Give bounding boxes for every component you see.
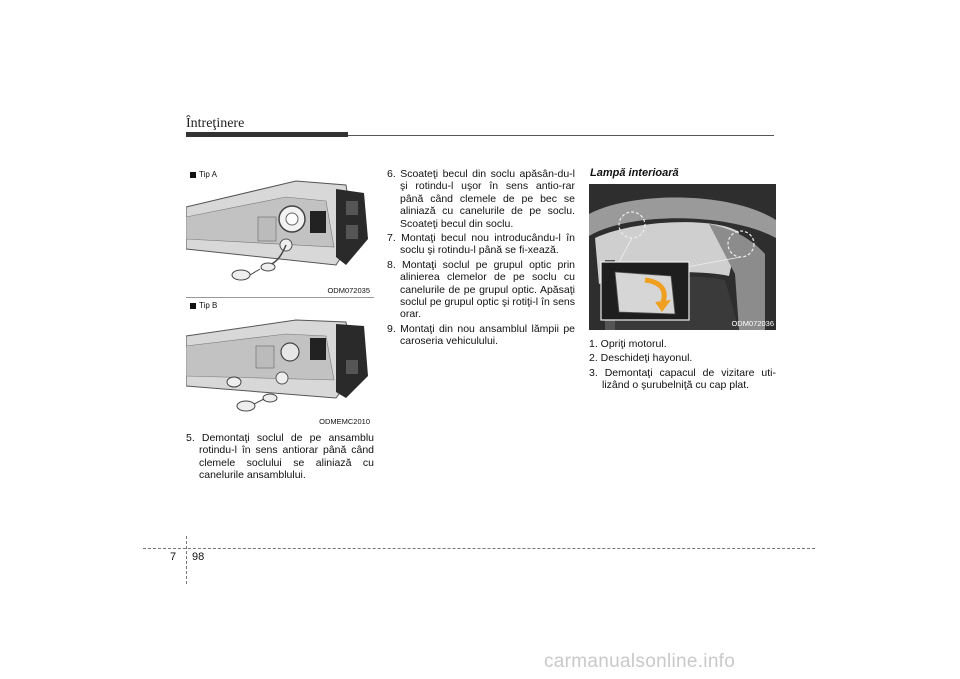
footer-chapter-number: 7 <box>170 551 177 563</box>
step-3: 3. Demontaţi capacul de vizitare uti-lizând o şurubelniţă cu cap plat. <box>589 366 776 392</box>
page-header-title: Întreţinere <box>186 116 245 131</box>
header-rule-accent <box>186 132 348 137</box>
figure-tip-b-label-text: Tip B <box>199 301 218 310</box>
step-1: 1. Opriţi motorul. <box>589 338 667 350</box>
step-7: 7. Montaţi becul nou introducându-l în soclu şi rotindu-l până se fi-xează. <box>387 232 575 257</box>
figure-tip-a <box>186 167 374 297</box>
figure-interior-lamp <box>589 184 776 330</box>
figure-interior-lamp-code: ODM072036 <box>731 319 774 328</box>
footer-divider <box>186 536 187 584</box>
tailgate-interior-illustration <box>589 184 776 330</box>
left-column-text <box>186 432 374 484</box>
step-8: 8. Montaţi soclul pe grupul optic prin alinierea clemelor de pe soclu cu canelurile de pe grupul optic. Apăsaţi soclul pe grupul optic şi rotiţi-l în sens orar. <box>387 258 575 321</box>
taillight-assembly-b-illustration <box>186 298 374 428</box>
figure-tip-a-code: ODM072035 <box>327 286 370 295</box>
step-5: 5. Demontaţi soclul de pe ansamblu rotindu-l în sens antiorar până când clemele soclului se aliniază cu canelurile ansamblului. <box>186 432 374 482</box>
step-9: 9. Montaţi din nou ansamblul lămpii pe caroseria vehiculului. <box>387 322 575 348</box>
footer-rule <box>143 548 815 549</box>
figure-tip-a-label-text: Tip A <box>199 170 217 179</box>
watermark: carmanualsonline.info <box>544 651 736 672</box>
step-2: 2. Deschideţi hayonul. <box>589 352 693 365</box>
step-6: 6. Scoateţi becul din soclu apăsân-du-l şi rotindu-l uşor în sens antio-rar până când clemele de pe bec se aliniază cu canelurile de pe soclu. Scoateţi becul din soclu. <box>387 168 575 230</box>
section-title: Lampă interioară <box>590 167 679 179</box>
figure-tip-b <box>186 297 374 428</box>
footer-page-number: 98 <box>192 551 205 563</box>
taillight-assembly-a-illustration <box>186 167 374 297</box>
figure-tip-b-code: ODMEMC2010 <box>319 417 370 426</box>
middle-column-text <box>387 168 575 350</box>
right-column-text <box>589 338 776 394</box>
